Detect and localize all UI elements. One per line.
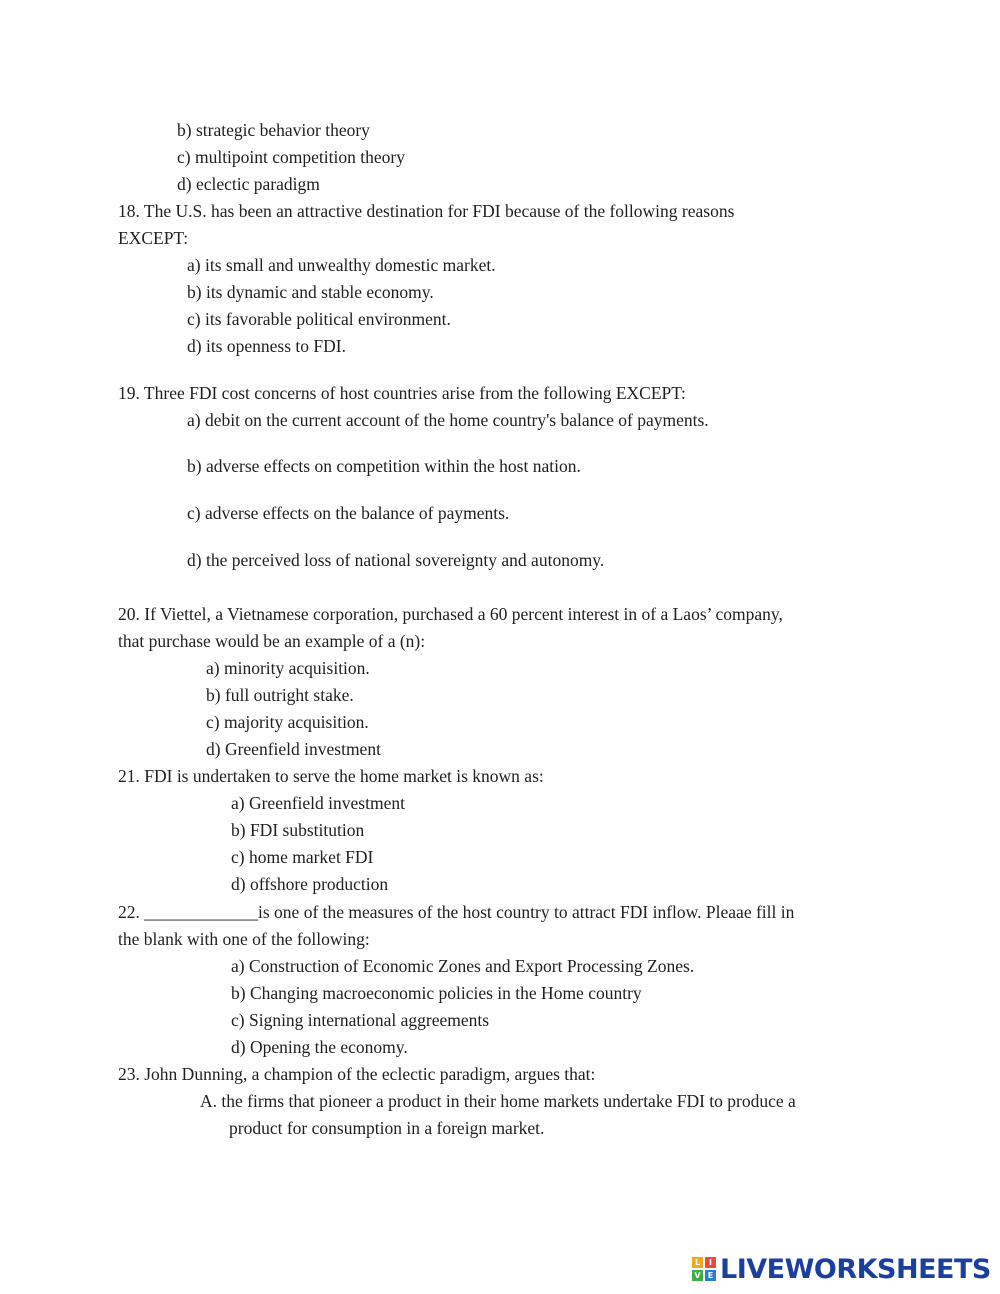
q20-option-d: d) Greenfield investment bbox=[206, 739, 381, 759]
q18-text: 18. The U.S. has been an attractive destination for FDI because of the following reasons bbox=[118, 201, 735, 221]
q18-text-cont: EXCEPT: bbox=[118, 228, 189, 248]
q17-option-d: d) eclectic paradigm bbox=[177, 174, 320, 194]
q21-option-d: d) offshore production bbox=[231, 874, 389, 894]
q18-option-a: a) its small and unwealthy domestic market. bbox=[187, 255, 496, 275]
q17-option-b: b) strategic behavior theory bbox=[177, 120, 370, 140]
logo-mark-v: V bbox=[692, 1270, 703, 1281]
q17-option-c: c) multipoint competition theory bbox=[177, 147, 405, 167]
liveworksheets-logo-text: LIVEWORKSHEETS bbox=[720, 1253, 991, 1285]
q19-option-a: a) debit on the current account of the home country's balance of payments. bbox=[187, 410, 709, 430]
q18-option-b: b) its dynamic and stable economy. bbox=[187, 282, 434, 302]
liveworksheets-logo bbox=[692, 1254, 991, 1284]
q21-option-a: a) Greenfield investment bbox=[231, 793, 405, 813]
logo-mark-e: E bbox=[705, 1270, 716, 1281]
q19-option-b: b) adverse effects on competition within the host nation. bbox=[187, 456, 581, 476]
logo-mark-l: L bbox=[692, 1257, 703, 1268]
q18-option-d: d) its openness to FDI. bbox=[187, 336, 346, 356]
q22-text: 22. _____________is one of the measures of the host country to attract FDI inflow. Pleaae fill in bbox=[118, 902, 795, 922]
q19-option-c: c) adverse effects on the balance of payments. bbox=[187, 503, 510, 523]
q22-option-b: b) Changing macroeconomic policies in the Home country bbox=[231, 983, 642, 1003]
q23-text: 23. John Dunning, a champion of the eclectic paradigm, argues that: bbox=[118, 1064, 596, 1084]
q20-option-c: c) majority acquisition. bbox=[206, 712, 369, 732]
q20-text-cont: that purchase would be an example of a (n): bbox=[118, 631, 426, 651]
q19-option-d: d) the perceived loss of national sovereignty and autonomy. bbox=[187, 550, 605, 570]
q18-option-c: c) its favorable political environment. bbox=[187, 309, 451, 329]
q22-option-a: a) Construction of Economic Zones and Export Processing Zones. bbox=[231, 956, 695, 976]
q21-option-c: c) home market FDI bbox=[231, 847, 374, 867]
logo-mark-i: I bbox=[705, 1257, 716, 1268]
q22-option-c: c) Signing international aggreements bbox=[231, 1010, 490, 1030]
q19-text: 19. Three FDI cost concerns of host countries arise from the following EXCEPT: bbox=[118, 383, 686, 403]
q23-option-a-cont: product for consumption in a foreign market. bbox=[229, 1118, 545, 1138]
q20-text: 20. If Viettel, a Vietnamese corporation, purchased a 60 percent interest in of a Laos’ company, bbox=[118, 604, 783, 624]
q22-text-cont: the blank with one of the following: bbox=[118, 929, 370, 949]
liveworksheets-logo-mark bbox=[692, 1257, 716, 1281]
q21-option-b: b) FDI substitution bbox=[231, 820, 365, 840]
q20-option-b: b) full outright stake. bbox=[206, 685, 354, 705]
q23-option-a: A. the firms that pioneer a product in their home markets undertake FDI to produce a bbox=[200, 1091, 796, 1111]
q22-option-d: d) Opening the economy. bbox=[231, 1037, 408, 1057]
q20-option-a: a) minority acquisition. bbox=[206, 658, 370, 678]
q21-text: 21. FDI is undertaken to serve the home market is known as: bbox=[118, 766, 544, 786]
